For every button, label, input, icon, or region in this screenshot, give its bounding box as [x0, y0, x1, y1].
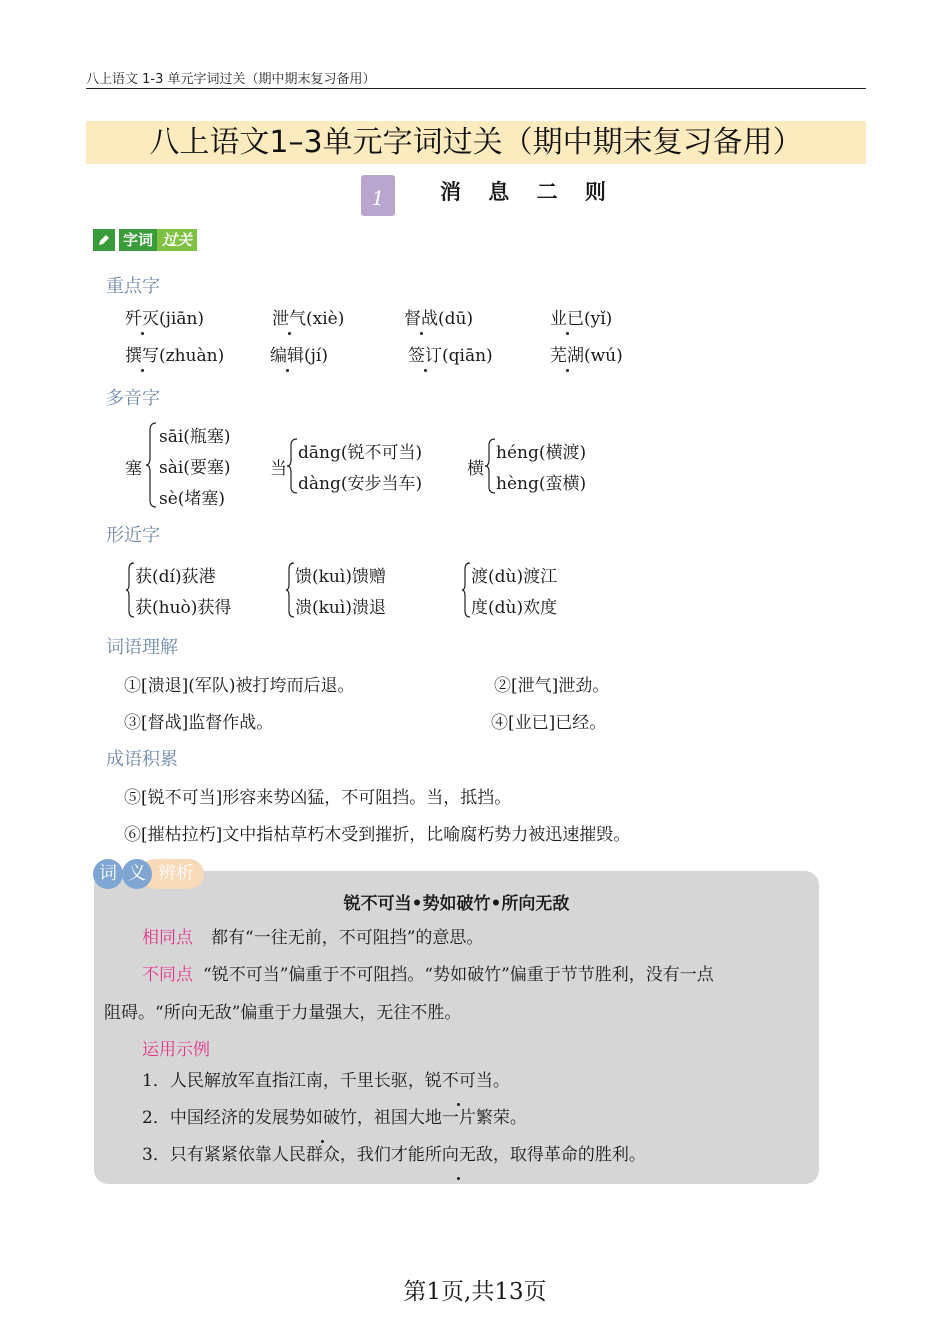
- brace-icon: [461, 562, 471, 618]
- key-char-item: [550, 304, 612, 329]
- polyphone-char: 塞: [125, 459, 142, 479]
- analysis-badge-label: 辨析: [140, 859, 204, 889]
- example-sentence: [142, 1063, 510, 1100]
- section-heading-key-chars: 重点字: [106, 276, 160, 297]
- same-point-text: 都有“一往无前，不可阻挡”的意思。: [211, 928, 484, 948]
- example-text: 1．人民解放军直指江南，千里长驱，: [142, 1071, 425, 1091]
- polyphone-char: 当: [270, 459, 287, 479]
- example-sentence: [142, 1137, 646, 1174]
- brace-icon: [285, 562, 295, 618]
- same-point-line: [142, 920, 483, 957]
- word-meaning-item: ②[泄气]泄劲。: [494, 676, 610, 696]
- key-char-word: 撰写: [125, 341, 159, 366]
- example-text: ，祖国大地一片繁荣。: [356, 1108, 527, 1128]
- tag-label: 字词: [119, 229, 157, 251]
- key-char-word: 业已: [550, 304, 584, 329]
- polyphone-reading: sài(要塞): [159, 458, 231, 478]
- brace-icon: [125, 562, 135, 618]
- similar-char-item: 溃(kuì)溃退: [295, 598, 386, 618]
- key-char-pinyin: (zhuàn): [159, 346, 225, 366]
- key-char-item: [272, 304, 344, 329]
- polyphone-reading: dāng(锐不可当): [298, 443, 423, 463]
- section-heading-polyphones: 多音字: [106, 388, 160, 409]
- analysis-badge-char: 词: [93, 859, 123, 889]
- word-meaning-item: ③[督战]监督作战。: [124, 713, 274, 733]
- lesson-title: 消 息 二 则: [440, 179, 616, 204]
- polyphone-reading: sāi(瓶塞): [159, 427, 231, 447]
- key-char-pinyin: (qiān): [442, 346, 493, 366]
- word-meaning-item: ①[溃退](军队)被打垮而后退。: [124, 676, 355, 696]
- key-char-word: 签订: [408, 341, 442, 366]
- polyphone-reading: sè(堵塞): [159, 489, 226, 509]
- key-char-item: [125, 341, 224, 366]
- polyphone-reading: dàng(安步当车): [298, 474, 423, 494]
- section-heading-idioms: 成语积累: [106, 749, 178, 770]
- key-char-pinyin: (yǐ): [584, 309, 613, 329]
- key-char-pinyin: (xiè): [306, 309, 345, 329]
- key-char-item: [125, 304, 204, 329]
- key-char-word: 泄气: [272, 304, 306, 329]
- tag-label-highlight: 过关: [157, 229, 197, 251]
- brace-icon: [145, 422, 157, 508]
- example-text: 2．中国经济的发展: [142, 1108, 289, 1128]
- key-char-item: [270, 341, 328, 366]
- idiom-item: ⑥[摧枯拉朽]文中指枯草朽木受到摧折，比喻腐朽势力被迅速摧毁。: [124, 825, 631, 845]
- key-char-word: 芜湖: [550, 341, 584, 366]
- section-heading-word-meaning: 词语理解: [106, 637, 178, 658]
- polyphone-char: 横: [467, 459, 484, 479]
- key-char-item: [404, 304, 473, 329]
- idiom-item: ⑤[锐不可当]形容来势凶猛，不可阻挡。当，抵挡。: [124, 788, 512, 808]
- brace-icon: [286, 438, 298, 494]
- header-rule: [86, 88, 866, 89]
- polyphone-reading: héng(横渡): [496, 443, 587, 463]
- same-point-label: 相同点: [142, 928, 193, 948]
- example-text: 3．只有紧紧依靠人民群众，我们才能: [142, 1145, 425, 1165]
- document-title: 八上语文1–3单元字词过关（期中期末复习备用）: [86, 121, 866, 164]
- running-header: 八上语文 1-3 单元字词过关（期中期末复习备用）: [86, 72, 376, 87]
- key-char-word: 歼灭: [125, 304, 159, 329]
- pencil-icon: [93, 229, 115, 251]
- similar-char-item: 馈(kuì)馈赠: [295, 567, 386, 587]
- key-char-word: 督战: [404, 304, 438, 329]
- section-tag: [93, 229, 197, 251]
- diff-point-line: [142, 957, 714, 994]
- example-idiom: 所向无敌: [425, 1137, 493, 1174]
- section-heading-similar-chars: 形近字: [106, 525, 160, 546]
- key-char-pinyin: (wú): [584, 346, 623, 366]
- similar-char-item: 度(dù)欢度: [471, 598, 558, 618]
- similar-char-item: 获(huò)获得: [135, 598, 232, 618]
- key-char-pinyin: (dū): [438, 309, 474, 329]
- brace-icon: [484, 438, 496, 494]
- key-char-word: 编辑: [270, 341, 304, 366]
- example-idiom: 锐不可当: [425, 1063, 493, 1100]
- key-char-item: [408, 341, 493, 366]
- diff-point-label: 不同点: [142, 965, 193, 985]
- page-number: 第1页,共13页: [403, 1279, 547, 1305]
- similar-char-item: 获(dí)荻港: [135, 567, 216, 587]
- polyphone-reading: hèng(蛮横): [496, 474, 587, 494]
- analysis-title: 锐不可当•势如破竹•所向无敌: [343, 894, 570, 914]
- example-idiom: 势如破竹: [289, 1100, 357, 1137]
- example-text: ，取得革命的胜利。: [492, 1145, 646, 1165]
- lesson-number-badge: 1: [361, 175, 395, 216]
- key-char-pinyin: (jí): [304, 346, 328, 366]
- key-char-pinyin: (jiān): [159, 309, 205, 329]
- analysis-badge-char: 义: [122, 859, 152, 889]
- diff-point-text-continued: 阻碍。“所向无敌”偏重于力量强大，无往不胜。: [104, 1003, 462, 1023]
- example-sentence: [142, 1100, 527, 1137]
- example-label: 运用示例: [142, 1040, 210, 1060]
- similar-char-item: 渡(dù)渡江: [471, 567, 558, 587]
- example-text: 。: [492, 1071, 510, 1091]
- word-meaning-item: ④[业已]已经。: [491, 713, 607, 733]
- diff-point-text: “锐不可当”偏重于不可阻挡。“势如破竹”偏重于节节胜利，没有一点: [203, 965, 714, 985]
- key-char-item: [550, 341, 623, 366]
